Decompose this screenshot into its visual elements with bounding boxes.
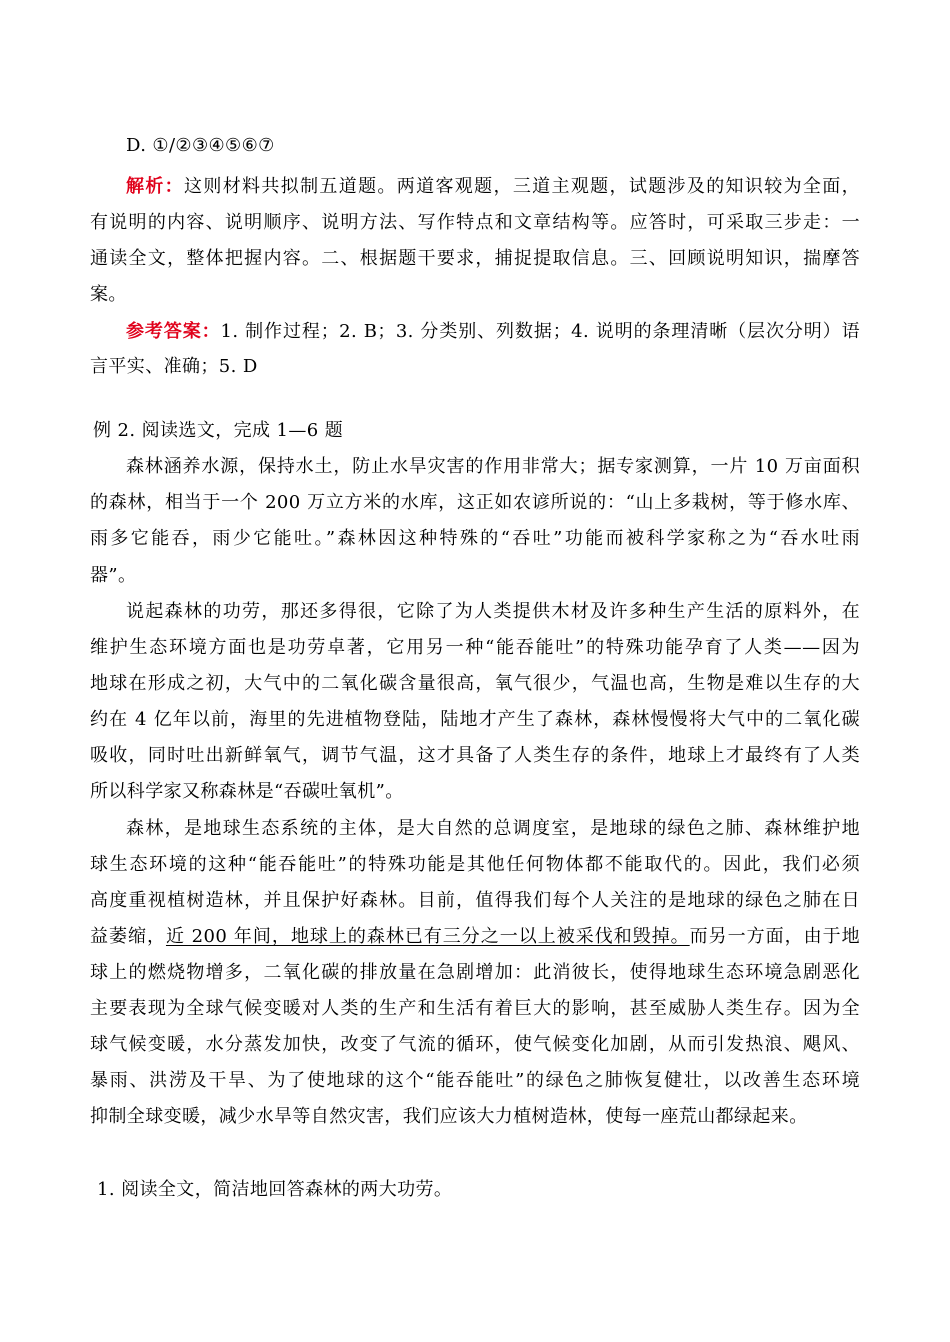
p2-line-4: 约在 4 亿年以前，海里的先进植物登陆，陆地才产生了森林，森林慢慢将大气中的二氧化碳 (90, 709, 860, 730)
analysis-line-1 (126, 173, 860, 201)
p3-line-1: 森林，是地球生态系统的主体，是大自然的总调度室，是地球的绿色之肺、森林维护地 (126, 818, 860, 839)
p3-line-4 (90, 923, 860, 951)
p3-line-7: 球气候变暖，水分蒸发加快，改变了气流的循环，使气候变化加剧，从而引发热浪、飓风、 (90, 1034, 860, 1055)
p3-line-4-pre: 益萎缩， (90, 926, 166, 947)
analysis-line-2: 有说明的内容、说明顺序、说明方法、写作特点和文章结构等。应答时，可采取三步走：一 (90, 212, 860, 233)
p2-line-2: 维护生态环境方面也是功劳卓著，它用另一种“能吞能吐”的特殊功能孕育了人类——因为 (90, 637, 860, 658)
p2-line-1: 说起森林的功劳，那还多得很，它除了为人类提供木材及许多种生产生活的原料外，在 (126, 601, 860, 622)
p1-line-2: 的森林，相当于一个 200 万立方米的水库，这正如农谚所说的：“山上多栽树，等于修水库、 (90, 492, 860, 513)
p2-line-5: 吸收，同时吐出新鲜氧气，调节气温，这才具备了人类生存的条件，地球上才最终有了人类 (90, 745, 860, 766)
p2-line-3: 地球在形成之初，大气中的二氧化碳含量很高，氧气很少，气温也高，生物是难以生存的大 (90, 673, 860, 694)
p3-line-5: 球上的燃烧物增多，二氧化碳的排放量在急剧增加：此消彼长，使得地球生态环境急剧恶化 (90, 962, 860, 983)
p3-line-3: 高度重视植树造林，并且保护好森林。目前，值得我们每个人关注的是地球的绿色之肺在日 (90, 890, 860, 911)
analysis-label: 解析： (126, 176, 185, 197)
p2-line-6: 所以科学家又称森林是“吞碳吐氧机”。 (90, 781, 404, 802)
analysis-line-3: 通读全文，整体把握内容。二、根据题干要求，捕捉提取信息。三、回顾说明知识，揣摩答 (90, 248, 860, 269)
answer-line-1 (126, 318, 860, 346)
p3-line-2: 球生态环境的这种“能吞能吐”的特殊功能是其他任何物体都不能取代的。因此，我们必须 (90, 854, 860, 875)
analysis-line-4: 案。 (90, 284, 127, 305)
answer-label: 参考答案： (126, 321, 221, 342)
p3-line-6: 主要表现为全球气候变暖对人类的生产和生活有着巨大的影响，甚至威胁人类生存。因为全 (90, 998, 860, 1019)
analysis-text: 这则材料共拟制五道题。两道客观题，三道主观题，试题涉及的知识较为全面， (184, 176, 861, 197)
p3-line-4-post: 而另一方面，由于地 (689, 926, 860, 947)
p3-line-8: 暴雨、洪涝及干旱、为了使地球的这个“能吞能吐”的绿色之肺恢复健壮，以改善生态环境 (90, 1070, 860, 1091)
example-2-title: 例 2. 阅读选文，完成 1—6 题 (93, 420, 344, 441)
question-1: 1. 阅读全文，简洁地回答森林的两大功劳。 (97, 1179, 453, 1200)
option-d: D. ①/②③④⑤⑥⑦ (126, 135, 275, 156)
underlined-sentence: 近 200 年间，地球上的森林已有三分之一以上被采伐和毁掉。 (165, 926, 690, 947)
answer-text: 1. 制作过程；2. B；3. 分类别、列数据；4. 说明的条理清晰（层次分明）语 (220, 321, 860, 342)
p3-line-9: 抑制全球变暖，减少水旱等自然灾害，我们应该大力植树造林，使每一座荒山都绿起来。 (90, 1106, 808, 1127)
p1-line-1: 森林涵养水源，保持水土，防止水旱灾害的作用非常大；据专家测算，一片 10 万亩面积 (126, 456, 860, 477)
p1-line-3: 雨多它能吞，雨少它能吐。”森林因这种特殊的“吞吐”功能而被科学家称之为“吞水吐雨 (90, 528, 860, 549)
p1-line-4: 器”。 (90, 565, 137, 586)
answer-line-2: 言平实、准确；5. D (90, 356, 258, 377)
